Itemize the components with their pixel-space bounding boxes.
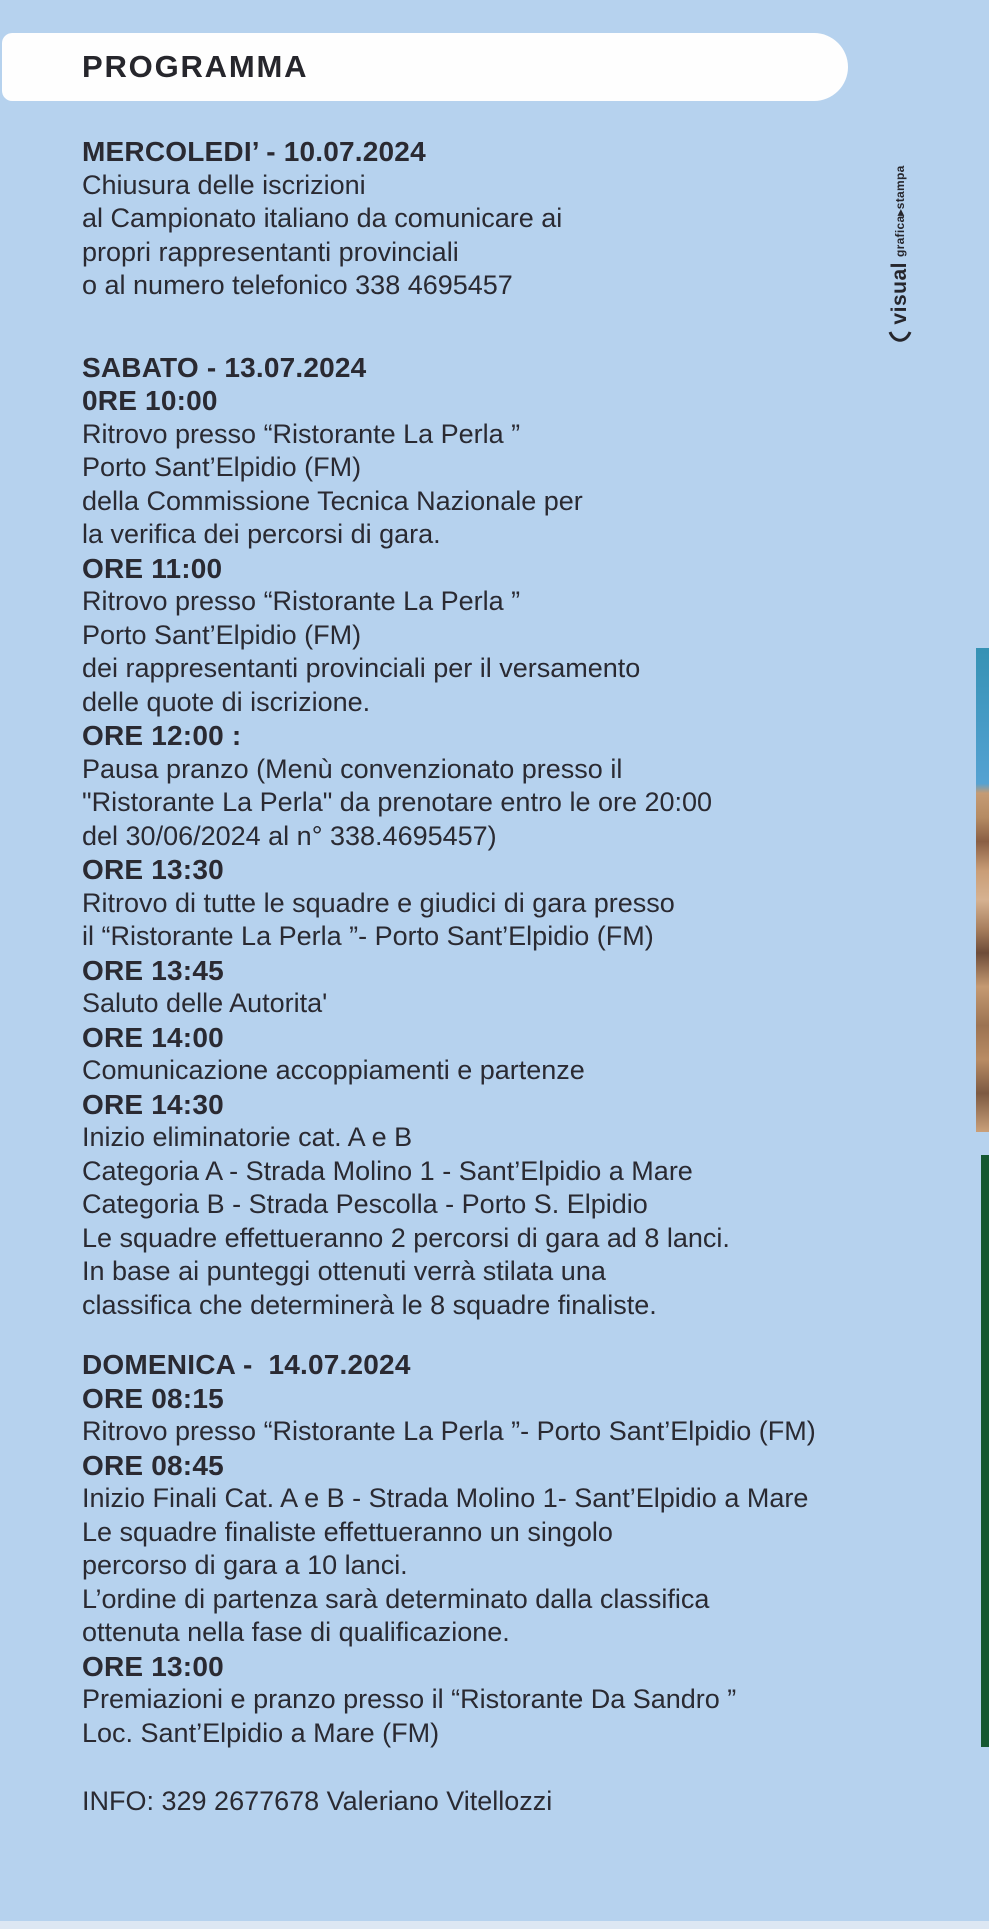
program-line: propri rappresentanti provinciali bbox=[82, 236, 459, 267]
program-line: percorso di gara a 10 lanci. bbox=[82, 1550, 408, 1580]
watermark-brand: visual bbox=[888, 262, 911, 325]
program-line: Categoria B - Strada Pescolla - Porto S. Elpidio bbox=[82, 1189, 648, 1219]
page-title: PROGRAMMA bbox=[82, 49, 309, 84]
program-line: ORE 14:30 bbox=[82, 1088, 224, 1120]
bottom-page-edge bbox=[0, 1921, 989, 1929]
program-line: Ritrovo di tutte le squadre e giudici di gara presso bbox=[82, 887, 675, 918]
program-line: ORE 13:30 bbox=[82, 854, 224, 885]
program-line: 0RE 10:00 bbox=[82, 385, 218, 416]
program-line: ORE 11:00 bbox=[82, 552, 223, 584]
program-line: Loc. Sant’Elpidio a Mare (FM) bbox=[82, 1717, 440, 1748]
program-line: delle quote di iscrizione. bbox=[82, 686, 371, 717]
program-line: ORE 08:45 bbox=[82, 1449, 224, 1481]
program-line: del 30/06/2024 al n° 338.4695457) bbox=[82, 820, 497, 851]
program-line: "Ristorante La Perla" da prenotare entro le ore 20:00 bbox=[82, 787, 713, 817]
program-line: Inizio Finali Cat. A e B - Strada Molino 1- Sant’Elpidio a Mare bbox=[82, 1483, 809, 1513]
program-line: ORE 08:15 bbox=[82, 1382, 224, 1414]
program-line: la verifica dei percorsi di gara. bbox=[82, 519, 441, 549]
program-line: ORE 12:00 : bbox=[82, 720, 242, 751]
section-info bbox=[82, 1785, 816, 1819]
program-line: ORE 13:45 bbox=[82, 954, 224, 986]
program-line: Categoria A - Strada Molino 1 - Sant’Elpidio a Mare bbox=[82, 1155, 693, 1186]
program-line: INFO: 329 2677678 Valeriano Vitellozzi bbox=[82, 1786, 553, 1816]
program-line: Comunicazione accoppiamenti e partenze bbox=[82, 1055, 585, 1085]
program-line: ottenuta nella fase di qualificazione. bbox=[82, 1617, 510, 1647]
section-sabato bbox=[82, 351, 816, 1323]
visual-logo-swoosh-icon bbox=[888, 330, 912, 345]
program-line: L’ordine di partenza sarà determinato dalla classifica bbox=[82, 1583, 710, 1614]
program-line: il “Ristorante La Perla ”- Porto Sant’Elpidio (FM) bbox=[82, 921, 654, 951]
photo-edge-sliver bbox=[976, 648, 989, 1132]
program-line: Le squadre finaliste effettueranno un singolo bbox=[82, 1516, 613, 1547]
program-line: ORE 14:00 bbox=[82, 1021, 224, 1053]
program-line: Porto Sant’Elpidio (FM) bbox=[82, 619, 362, 650]
program-line: Saluto delle Autorita' bbox=[82, 988, 328, 1018]
section-mercoledi bbox=[82, 135, 816, 303]
program-line: della Commissione Tecnica Nazionale per bbox=[82, 485, 583, 516]
program-schedule bbox=[82, 135, 816, 1819]
program-line: Ritrovo presso “Ristorante La Perla ”- Porto Sant’Elpidio (FM) bbox=[82, 1416, 816, 1446]
program-line: In base ai punteggi ottenuti verrà stilata una bbox=[82, 1256, 606, 1286]
program-line: classifica che determinerà le 8 squadre finaliste. bbox=[82, 1289, 657, 1320]
program-line: Chiusura delle iscrizioni bbox=[82, 169, 366, 200]
program-line: Pausa pranzo (Menù convenzionato presso il bbox=[82, 753, 623, 784]
program-line: Inizio eliminatorie cat. A e B bbox=[82, 1122, 413, 1152]
green-edge-bar bbox=[981, 1155, 989, 1747]
program-line: al Campionato italiano da comunicare ai bbox=[82, 203, 563, 233]
watermark-tagline: grafica▸stampa bbox=[893, 165, 907, 258]
program-line: Ritrovo presso “Ristorante La Perla ” bbox=[82, 586, 521, 616]
program-line: dei rappresentanti provinciali per il versamento bbox=[82, 653, 641, 683]
programma-header-bar bbox=[2, 33, 848, 101]
program-line: Ritrovo presso “Ristorante La Perla ” bbox=[82, 418, 521, 449]
program-line: Le squadre effettueranno 2 percorsi di gara ad 8 lanci. bbox=[82, 1222, 730, 1253]
section-domenica bbox=[82, 1348, 816, 1750]
program-line: ORE 13:00 bbox=[82, 1650, 224, 1682]
program-line: MERCOLEDI’ - 10.07.2024 bbox=[82, 136, 426, 167]
print-shop-watermark bbox=[880, 165, 920, 335]
program-line: Premiazioni e pranzo presso il “Ristorante Da Sandro ” bbox=[82, 1684, 737, 1714]
program-line: SABATO - 13.07.2024 bbox=[82, 351, 367, 383]
program-line: DOMENICA - 14.07.2024 bbox=[82, 1349, 411, 1380]
program-line: o al numero telefonico 338 4695457 bbox=[82, 270, 513, 300]
program-line: Porto Sant’Elpidio (FM) bbox=[82, 452, 362, 482]
